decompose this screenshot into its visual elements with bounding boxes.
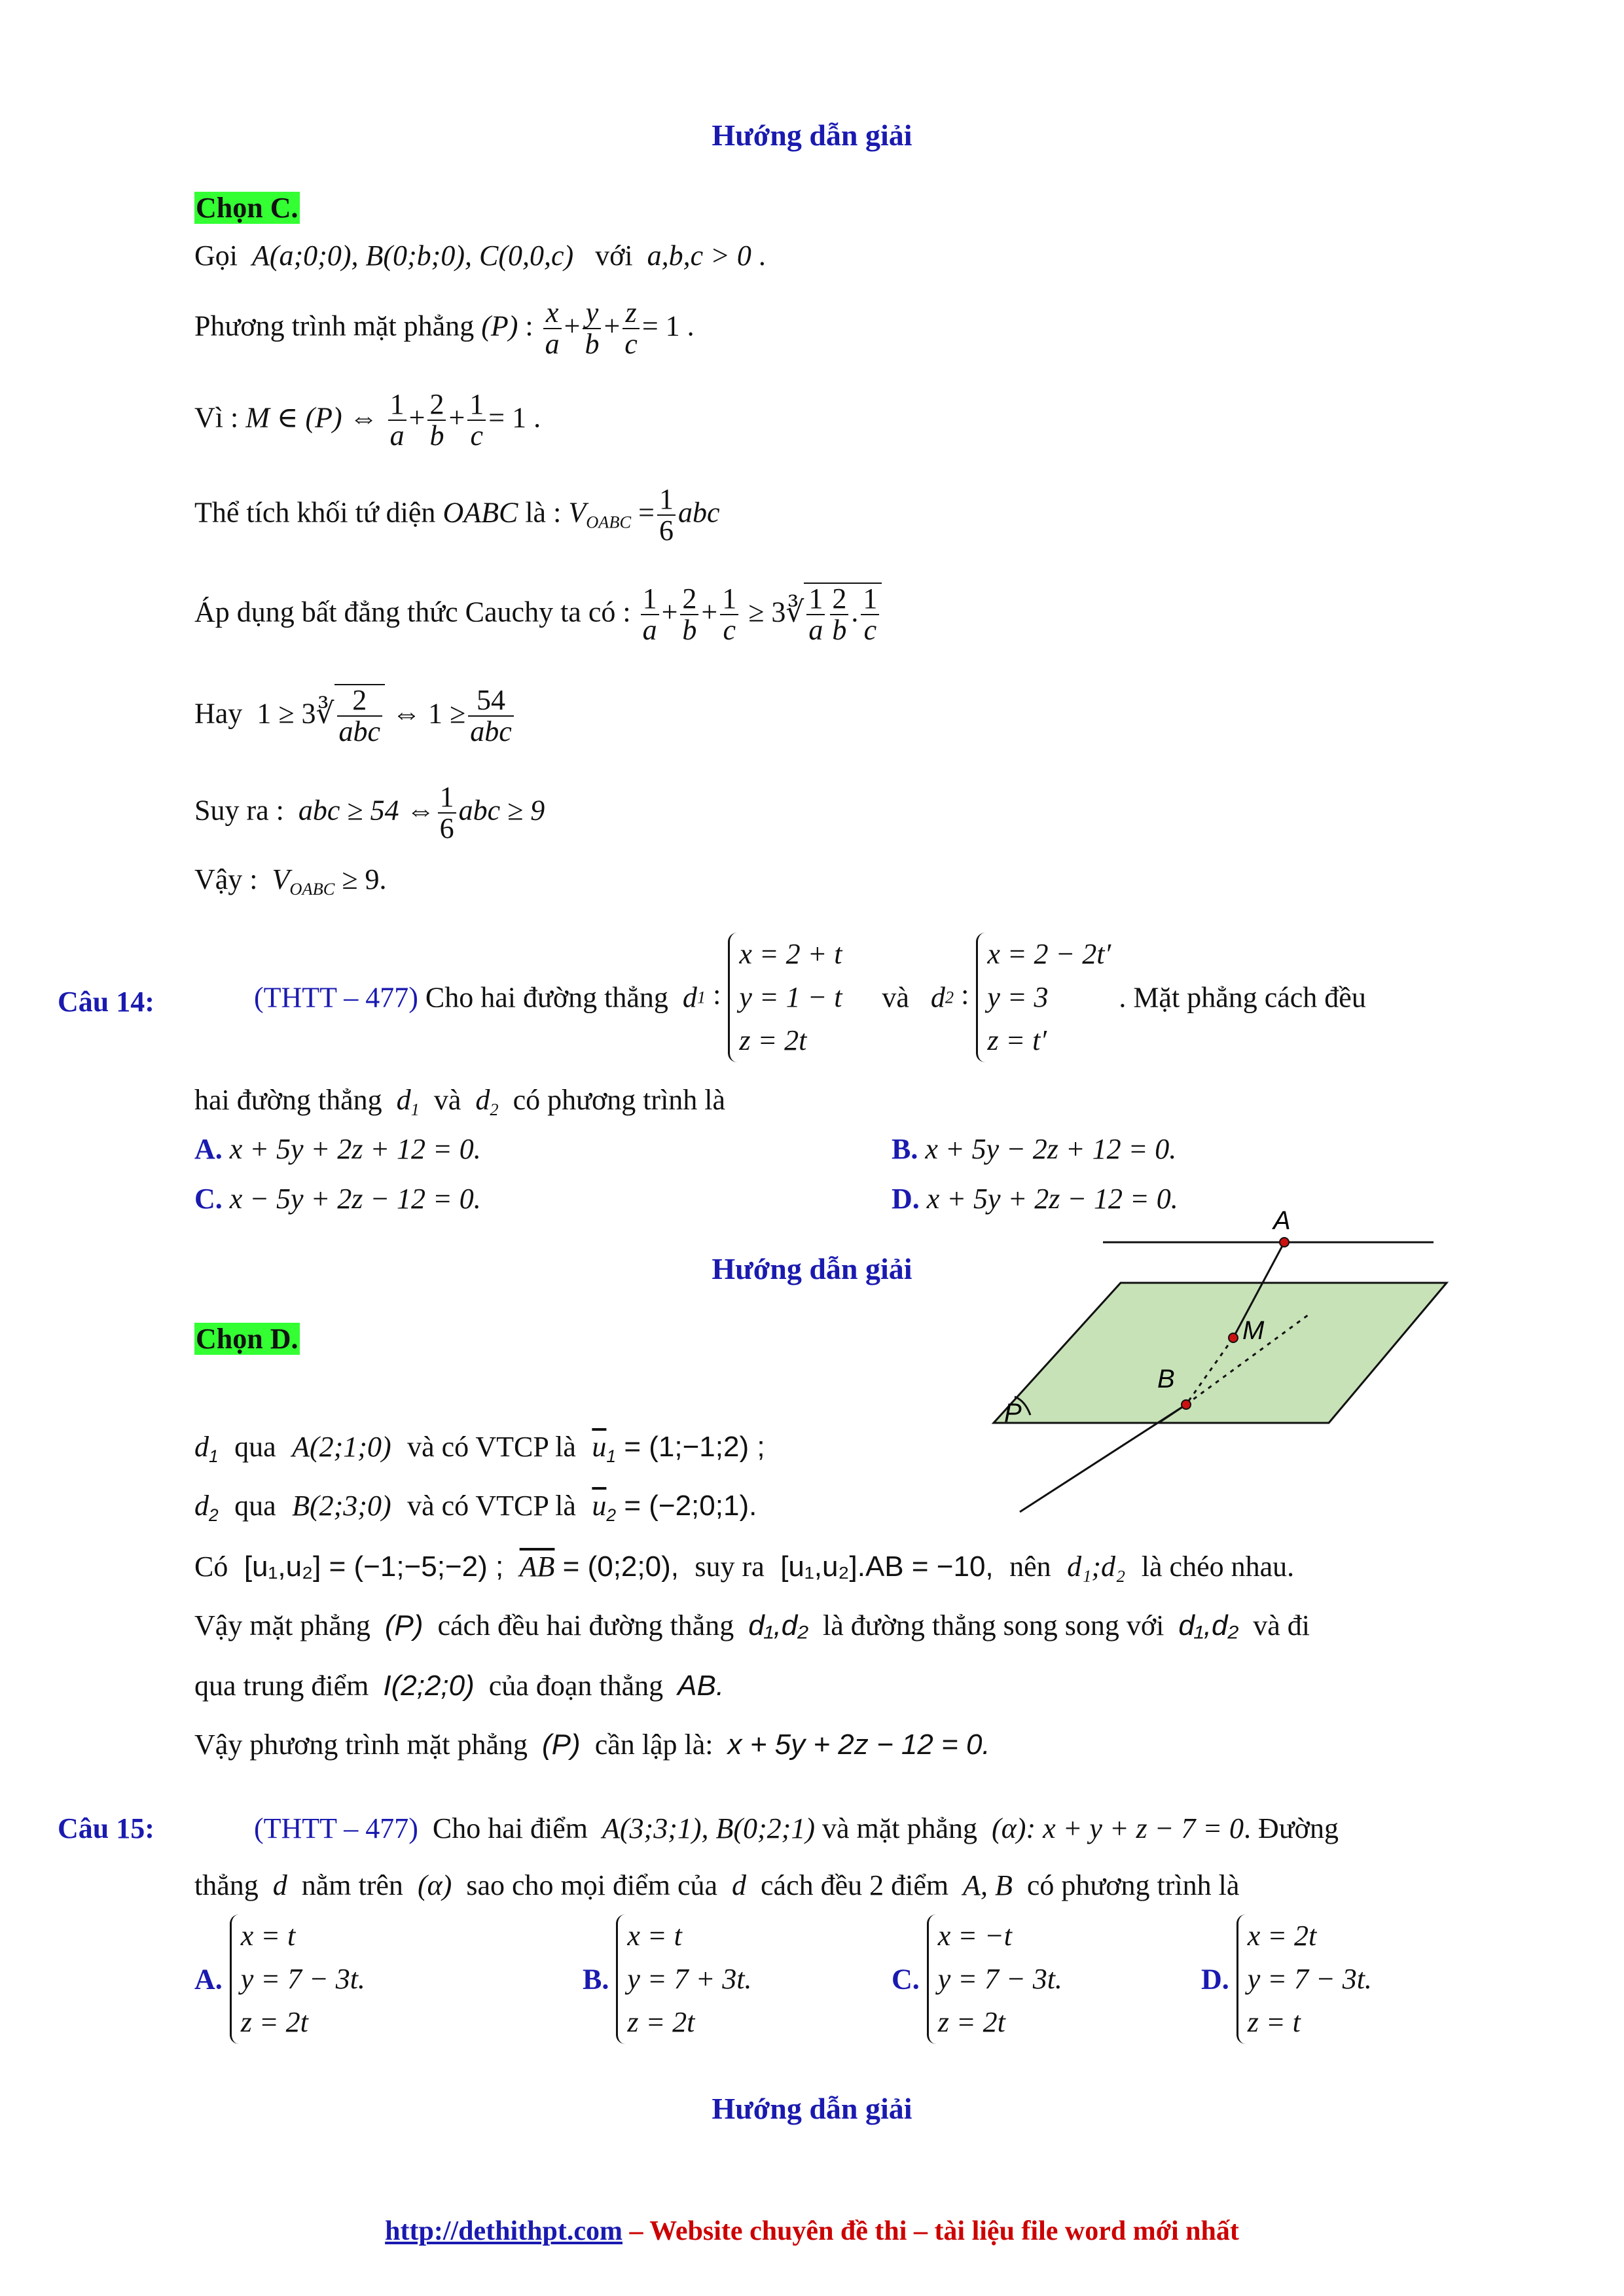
- point-m: [1229, 1333, 1238, 1342]
- q15-option-a[interactable]: A. x = t y = 7 − 3t. z = 2t: [194, 1914, 365, 2044]
- q14-system-d1: x = 2 + t y = 1 − t z = 2t: [728, 933, 860, 1062]
- q13-line-3: Vì : M ∈ (P) ⇔ $\frac{1}{a}$ + $\frac{2}{b}$ + $\frac{1}{c}$ = 1 .: [194, 388, 541, 452]
- q13-line-8: Vậy : $V_{OABC} \ge 9$.: [194, 863, 387, 899]
- q14-sol-line-3: Có [u₁,u₂] = (−1;−5;−2) ; $\overline{AB}$ = (0;2;0), suy ra [u₁,u₂].AB = −10, nên d₁;d₂ là chéo nhau.: [194, 1551, 1295, 1583]
- solution-heading-q15: Hướng dẫn giải: [712, 2092, 912, 2125]
- solution-heading-q13: Hướng dẫn giải: [712, 118, 912, 152]
- q14-option-d[interactable]: D. x + 5y + 2z − 12 = 0.: [892, 1183, 1178, 1215]
- footer-text: – Website chuyên đề thi – tài liệu file word mới nhất: [623, 2216, 1239, 2246]
- q14-option-a[interactable]: A. x + 5y + 2z + 12 = 0.: [194, 1133, 481, 1165]
- q14-option-c[interactable]: C. x − 5y + 2z − 12 = 0.: [194, 1183, 481, 1215]
- q14-question-line-1: (THTT – 477) Cho hai đường thẳng d1 : x = 2 + t y = 1 − t z = 2t và d2 : x = 2 − 2t′ y = 3 z = t′ . Mặt phẳng cách đều: [254, 933, 1366, 1062]
- q15-question-line-2: thẳng d nằm trên (α) sao cho mọi điểm của d cách đều 2 điểm A, B có phương trình là: [194, 1869, 1240, 1901]
- label-b: B: [1157, 1365, 1175, 1393]
- q14-figure: [982, 1204, 1479, 1518]
- point-a: [1280, 1238, 1289, 1247]
- point-b: [1182, 1400, 1191, 1409]
- q15-question-line-1: (THTT – 477) Cho hai điểm A(3;3;1), B(0;2;1) và mặt phẳng (α): x + y + z − 7 = 0. Đường: [254, 1812, 1339, 1844]
- q14-sol-line-1: $d_1$ qua A(2;1;0) và có VTCP là $\overline{u}_1$ = (1;−1;2) ;: [194, 1431, 765, 1467]
- q15-option-d[interactable]: D. x = 2t y = 7 − 3t. z = t: [1201, 1914, 1372, 2044]
- q14-sol-line-2: $d_2$ qua B(2;3;0) và có VTCP là $\overline{u}_2$ = (−2;0;1).: [194, 1490, 757, 1526]
- plane-p-shape: [994, 1283, 1447, 1423]
- q13-line-2: Phương trình mặt phẳng (P) : $\frac{x}{a}$ + $\frac{y}{b}$ + $\frac{z}{c}$ = 1 .: [194, 296, 695, 361]
- q13-line-7: Suy ra : abc ≥ 54 ⇔ $\frac{1}{6}$ abc ≥ 9: [194, 781, 545, 845]
- page-footer: [0, 2215, 1624, 2247]
- answer-choice-q13: Chọn C.: [196, 192, 298, 224]
- label-a: A: [1273, 1206, 1291, 1235]
- label-m: M: [1242, 1316, 1265, 1345]
- q14-label: Câu 14:: [58, 986, 154, 1018]
- q13-line-1: Gọi A(a;0;0), B(0;b;0), C(0,0,c) với a,b,c > 0 .: [194, 240, 766, 272]
- q14-sol-line-4: Vậy mặt phẳng (P) cách đều hai đường thẳng d₁,d₂ là đường thẳng song song với d₁,d₂ và đi: [194, 1609, 1310, 1641]
- q14-sol-line-5: qua trung điểm I(2;2;0) của đoạn thẳng AB.: [194, 1670, 725, 1702]
- q15-option-b[interactable]: B. x = t y = 7 + 3t. z = 2t: [583, 1914, 752, 2044]
- q13-line-6: Hay 1 ≥ 3∛ $\frac{2}{\text{abc}}$ ⇔ 1 ≥ $\frac{54}{\text{abc}}$: [194, 684, 516, 747]
- q14-sol-line-6: Vậy phương trình mặt phẳng (P) cần lập là: x + 5y + 2z − 12 = 0.: [194, 1729, 990, 1761]
- q14-option-b[interactable]: B. x + 5y − 2z + 12 = 0.: [892, 1133, 1177, 1165]
- q15-option-c[interactable]: C. x = −t y = 7 − 3t. z = 2t: [892, 1914, 1062, 2044]
- q13-line-4: Thể tích khối tứ diện OABC là : $V_{OABC}$ = $\frac{1}{6}$ abc: [194, 483, 720, 547]
- solution-heading-q14: Hướng dẫn giải: [712, 1252, 912, 1285]
- q13-line-5: Áp dụng bất đẳng thức Cauchy ta có : $\frac{1}{a}$ + $\frac{2}{b}$ + $\frac{1}{c}$ ≥ 3∛ $\frac{1}{a}$ $\frac{2}{b}$ . $\frac{1}{c}$: [194, 583, 882, 645]
- q15-label: Câu 15:: [58, 1812, 154, 1844]
- label-p: P: [1004, 1399, 1022, 1427]
- answer-choice-q14: Chọn D.: [196, 1323, 298, 1355]
- q14-system-d2: x = 2 − 2t′ y = 3 z = t′: [976, 933, 1111, 1062]
- footer-link[interactable]: http://dethithpt.com: [385, 2216, 623, 2246]
- q14-question-line-2: hai đường thẳng $d_1$ và $d_2$ có phương trình là: [194, 1084, 726, 1120]
